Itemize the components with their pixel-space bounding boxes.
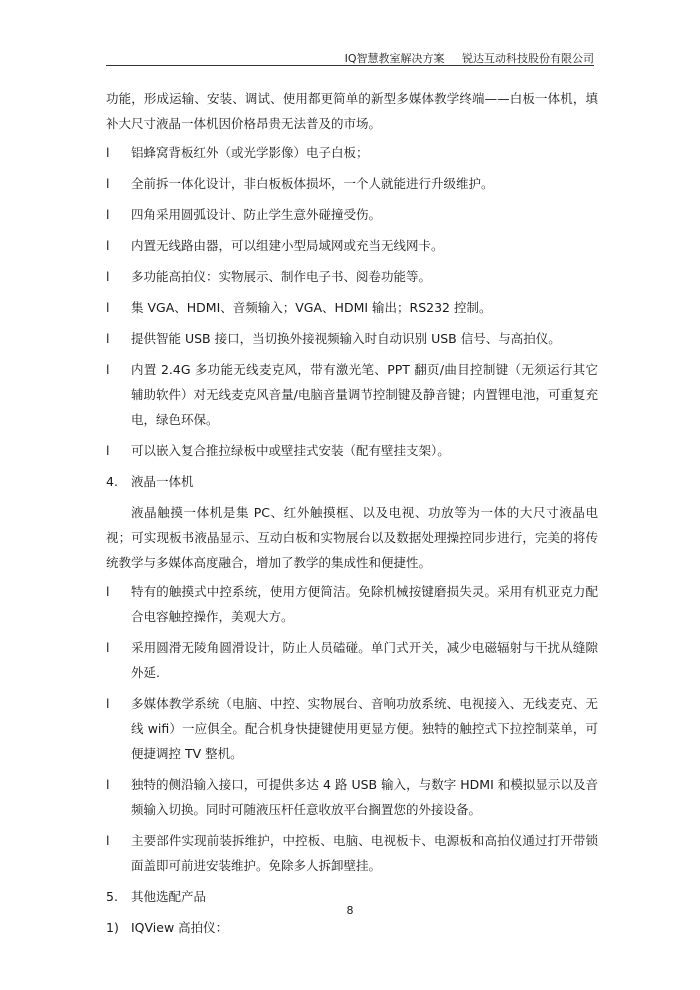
page-content [106,86,598,946]
bullet-list-a [106,140,598,463]
bullet-marker: l [106,443,110,458]
list-item [106,635,598,685]
list-item-text: 多功能高拍仪：实物展示、制作电子书、阅卷功能等。 [131,269,432,284]
list-item-text: 特有的触摸式中控系统，使用方便简洁。免除机械按键磨损失灵。采用有机亚克力配合电容触控操作，美观大方。 [131,584,598,624]
section-title: 其他选配产品 [131,889,207,904]
list-item-text: 内置无线路由器，可以组建小型局域网或充当无线网卡。 [131,238,444,253]
list-item [106,233,598,258]
list-item-text: 提供智能 USB 接口，当切换外接视频输入时自动识别 USB 信号、与高拍仪。 [131,331,561,346]
intro-paragraph: 功能，形成运输、安装、调试、使用都更简单的新型多媒体教学终端——白板一体机，填补大尺寸液晶一体机因价格昂贵无法普及的市场。 [106,91,598,131]
subsection-number: 1) [106,920,119,935]
section-4-description: 液晶触摸一体机是集 PC、红外触摸框、以及电视、功放等为一体的大尺寸液晶电视；可实现板书液晶显示、互动白板和实物展台以及数据处理操控同步进行，完美的将传统教学与多媒体高度融合，增加了教学的集成性和便捷性。 [106,505,598,570]
page-header [106,50,594,64]
bullet-marker: l [106,833,110,848]
bullet-marker: l [106,331,110,346]
section-number: 5. [106,889,118,904]
bullet-marker: l [106,696,110,711]
bullet-marker: l [106,207,110,222]
list-item [106,691,598,766]
list-item [106,579,598,629]
list-item [106,202,598,227]
list-item [106,438,598,463]
page-number: 8 [346,904,354,917]
list-item-text: 内置 2.4G 多功能无线麦克风，带有激光笔、PPT 翻页/曲目控制键（无须运行其它辅助软件）对无线麦克风音量/电脑音量调节控制键及静音键；内置锂电池，可重复充电，绿色环保。 [131,362,598,427]
header-rule [106,65,594,66]
list-item-text: 铝蜂窝背板红外（或光学影像）电子白板； [131,145,369,160]
bullet-marker: l [106,640,110,655]
list-item-text: 全前拆一体化设计，非白板板体损坏，一个人就能进行升级维护。 [131,176,494,191]
bullet-marker: l [106,145,110,160]
list-item [106,264,598,289]
list-item [106,295,598,320]
list-item-text: 可以嵌入复合推拉绿板中或壁挂式安装（配有壁挂支架）。 [131,443,450,458]
bullet-marker: l [106,362,110,377]
bullet-marker: l [106,176,110,191]
list-item [106,357,598,432]
bullet-marker: l [106,269,110,284]
header-company: 锐达互动科技股份有限公司 [462,52,594,65]
bullet-marker: l [106,777,110,792]
section-title: 液晶一体机 [131,474,194,489]
list-item-text: 主要部件实现前装拆维护，中控板、电脑、电视板卡、电源板和高拍仪通过打开带锁面盖即可前进安装维护。免除多人拆卸壁挂。 [131,833,598,873]
list-item-text: 集 VGA、HDMI、音频输入；VGA、HDMI 输出；RS232 控制。 [131,300,492,315]
list-item-text: 采用圆滑无陵角圆滑设计，防止人员磕碰。单门式开关，减少电磁辐射与干扰从缝隙外延. [131,640,598,680]
list-item [106,140,598,165]
subsection-heading-1 [106,915,598,940]
header-doc-title: IQ智慧教室解决方案 [344,52,445,65]
bullet-list-b [106,579,598,878]
section-heading-4 [106,469,598,494]
list-item-text: 独特的侧沿输入接口，可提供多达 4 路 USB 输入，与数字 HDMI 和模拟显示以及音频输入切换。同时可随液压杆任意收放平台搁置您的外接设备。 [131,777,598,817]
bullet-marker: l [106,300,110,315]
subsection-title: IQView 高拍仪： [131,920,229,935]
list-item-text: 多媒体教学系统（电脑、中控、实物展台、音响功放系统、电视接入、无线麦克、无线 wifi）一应俱全。配合机身快捷键使用更显方便。独特的触控式下拉控制菜单，可便捷调控 TV 整机。 [131,696,598,761]
bullet-marker: l [106,238,110,253]
list-item [106,828,598,878]
list-item [106,326,598,351]
list-item-text: 四角采用圆弧设计、防止学生意外碰撞受伤。 [131,207,382,222]
list-item [106,171,598,196]
section-number: 4. [106,474,118,489]
bullet-marker: l [106,584,110,599]
list-item [106,772,598,822]
